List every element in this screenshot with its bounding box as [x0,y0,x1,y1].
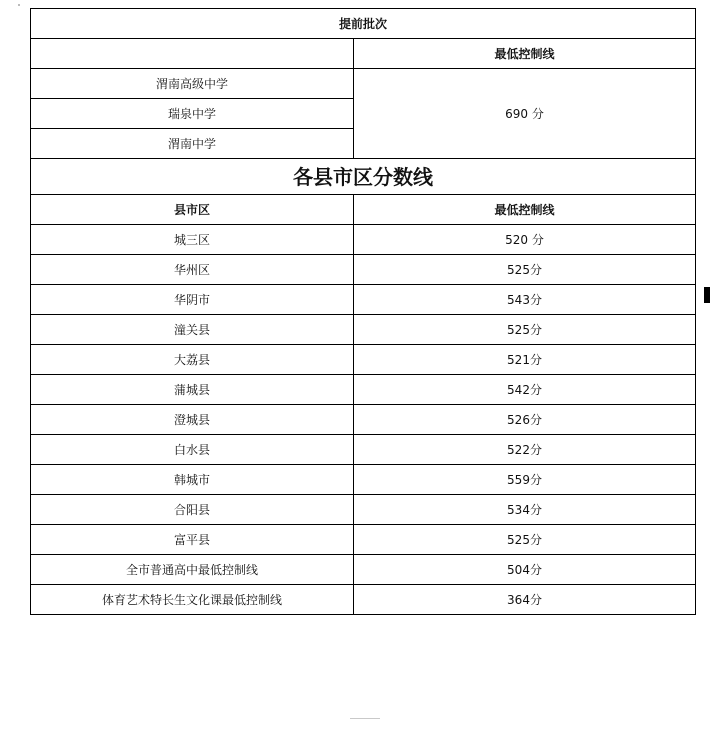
county-title-row [31,159,696,195]
county-header-region: 县市区 [31,195,354,225]
county-score: 520 分 [354,225,696,255]
county-rows [31,225,696,615]
county-score: 521分 [354,345,696,375]
county-name: 大荔县 [31,345,354,375]
school-name: 渭南中学 [31,129,354,159]
county-name: 澄城县 [31,405,354,435]
county-name: 蒲城县 [31,375,354,405]
early-batch-score: 690 分 [354,69,696,159]
county-score: 559分 [354,465,696,495]
county-score: 542分 [354,375,696,405]
county-row [31,495,696,525]
county-score: 525分 [354,315,696,345]
county-row [31,555,696,585]
county-row [31,525,696,555]
county-score: 522分 [354,435,696,465]
county-score: 364分 [354,585,696,615]
county-name: 白水县 [31,435,354,465]
county-name: 合阳县 [31,495,354,525]
county-title: 各县市区分数线 [31,159,696,195]
county-row [31,405,696,435]
county-header-row [31,195,696,225]
county-header-min-line: 最低控制线 [354,195,696,225]
county-row [31,225,696,255]
early-batch-title: 提前批次 [31,9,696,39]
county-score: 525分 [354,255,696,285]
county-name: 华州区 [31,255,354,285]
early-batch-header-row [31,39,696,69]
county-name: 华阴市 [31,285,354,315]
county-name: 潼关县 [31,315,354,345]
county-row [31,435,696,465]
county-name: 全市普通高中最低控制线 [31,555,354,585]
county-row [31,255,696,285]
county-row [31,345,696,375]
school-name: 渭南高级中学 [31,69,354,99]
school-name: 瑞泉中学 [31,99,354,129]
corner-dot [18,4,20,6]
score-table [30,8,696,615]
county-row [31,465,696,495]
county-score: 504分 [354,555,696,585]
margin-mark [704,287,710,303]
school-row [31,69,696,99]
county-score: 534分 [354,495,696,525]
county-score: 543分 [354,285,696,315]
county-score: 525分 [354,525,696,555]
county-row [31,375,696,405]
county-score: 526分 [354,405,696,435]
scan-line [350,718,380,719]
early-batch-title-row [31,9,696,39]
early-batch-header-min-line: 最低控制线 [354,39,696,69]
early-batch-header-empty [31,39,354,69]
county-row [31,585,696,615]
county-name: 韩城市 [31,465,354,495]
county-name: 城三区 [31,225,354,255]
county-row [31,285,696,315]
county-row [31,315,696,345]
score-document [30,8,695,615]
county-name: 体育艺术特长生文化课最低控制线 [31,585,354,615]
county-name: 富平县 [31,525,354,555]
